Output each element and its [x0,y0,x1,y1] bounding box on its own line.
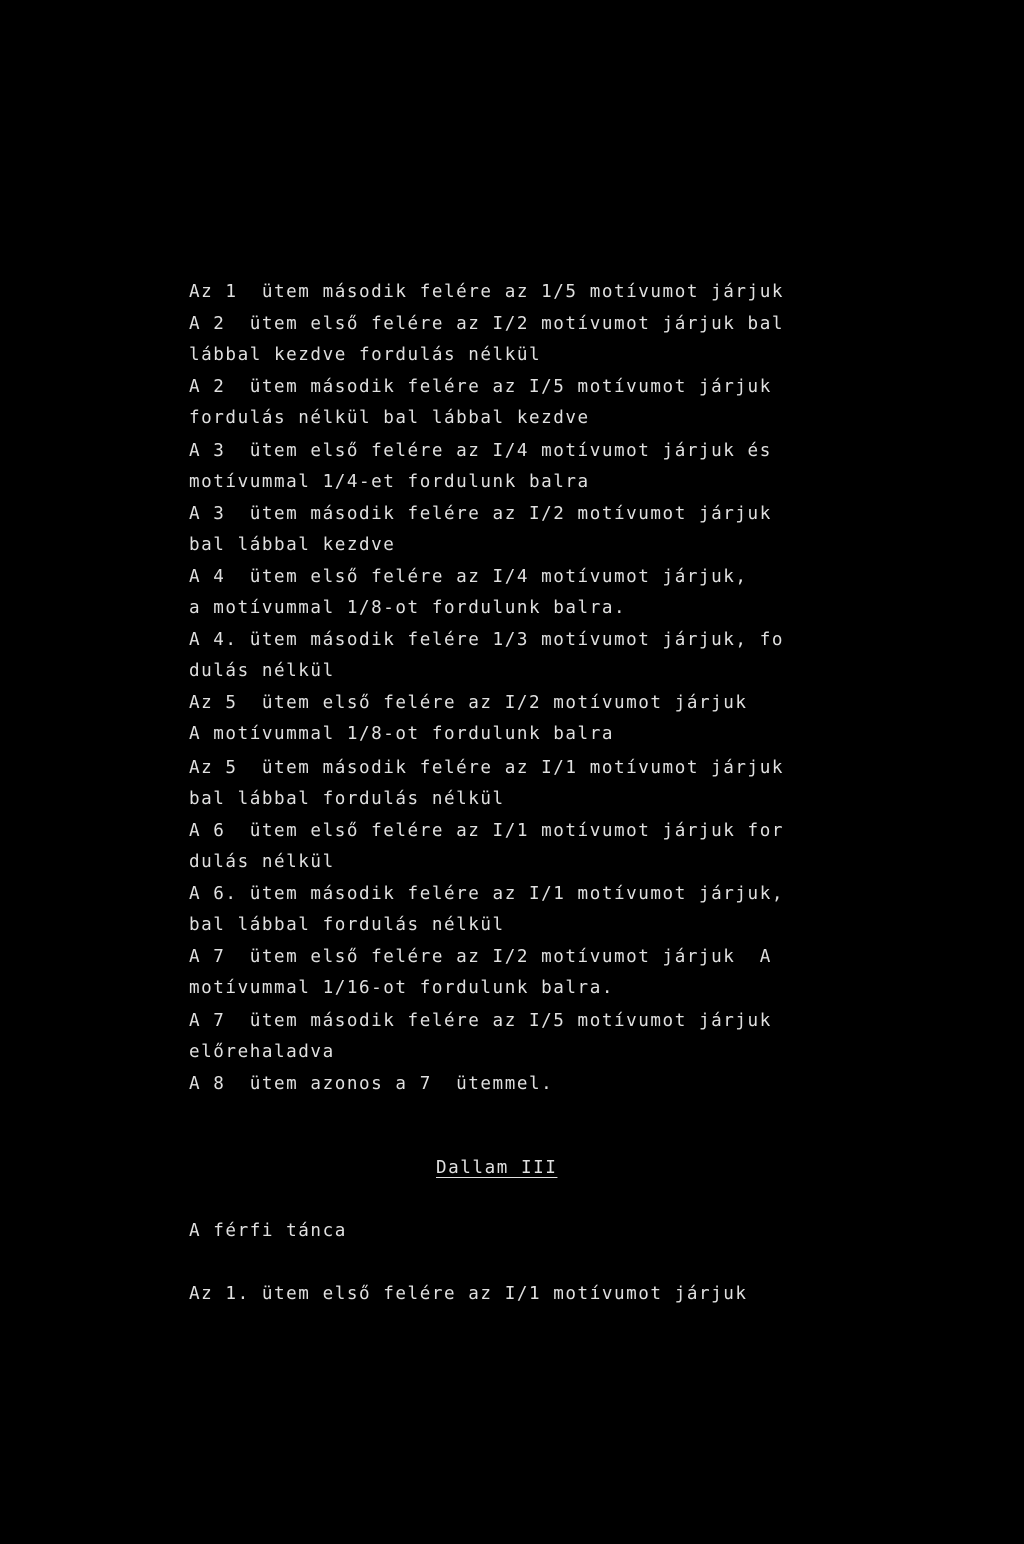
subheading: A férfi tánca [189,1221,347,1241]
text-line: A 3 ütem első felére az I/4 motívumot járjuk és [189,441,772,461]
text-line: Az 1 ütem második felére az 1/5 motívumot járjuk [189,282,784,302]
text-line: fordulás nélkül bal lábbal kezdve [189,408,590,428]
text-line: motívummal 1/16-ot fordulunk balra. [189,978,614,998]
text-line: A 2 ütem második felére az I/5 motívumot járjuk [189,377,772,397]
text-line: A 7 ütem második felére az I/5 motívumot járjuk [189,1011,772,1031]
text-line: A 2 ütem első felére az I/2 motívumot járjuk bal [189,314,784,334]
text-line: lábbal kezdve fordulás nélkül [189,345,542,365]
text-line: a motívummal 1/8-ot fordulunk balra. [189,598,627,618]
text-line: dulás nélkül [189,661,335,681]
section-heading: Dallam III [436,1158,558,1178]
text-line: A motívummal 1/8-ot fordulunk balra [189,724,614,744]
text-line: A 4 ütem első felére az I/4 motívumot járjuk, [189,567,748,587]
text-line: Az 5 ütem második felére az I/1 motívumot járjuk [189,758,784,778]
text-line: A 6 ütem első felére az I/1 motívumot járjuk for [189,821,784,841]
text-line: bal lábbal fordulás nélkül [189,789,505,809]
text-line: bal lábbal kezdve [189,535,396,555]
text-line: bal lábbal fordulás nélkül [189,915,505,935]
text-line: A 6. ütem második felére az I/1 motívumot járjuk, [189,884,784,904]
text-line: motívummal 1/4-et fordulunk balra [189,472,590,492]
text-line: dulás nélkül [189,852,335,872]
text-line: előrehaladva [189,1042,335,1062]
text-line: A 7 ütem első felére az I/2 motívumot járjuk A [189,947,772,967]
text-line: Az 1. ütem első felére az I/1 motívumot járjuk [189,1284,748,1304]
text-line: A 8 ütem azonos a 7 ütemmel. [189,1074,554,1094]
text-line: Az 5 ütem első felére az I/2 motívumot járjuk [189,693,748,713]
text-line: A 3 ütem második felére az I/2 motívumot járjuk [189,504,772,524]
text-line: A 4. ütem második felére 1/3 motívumot járjuk, fo [189,630,784,650]
